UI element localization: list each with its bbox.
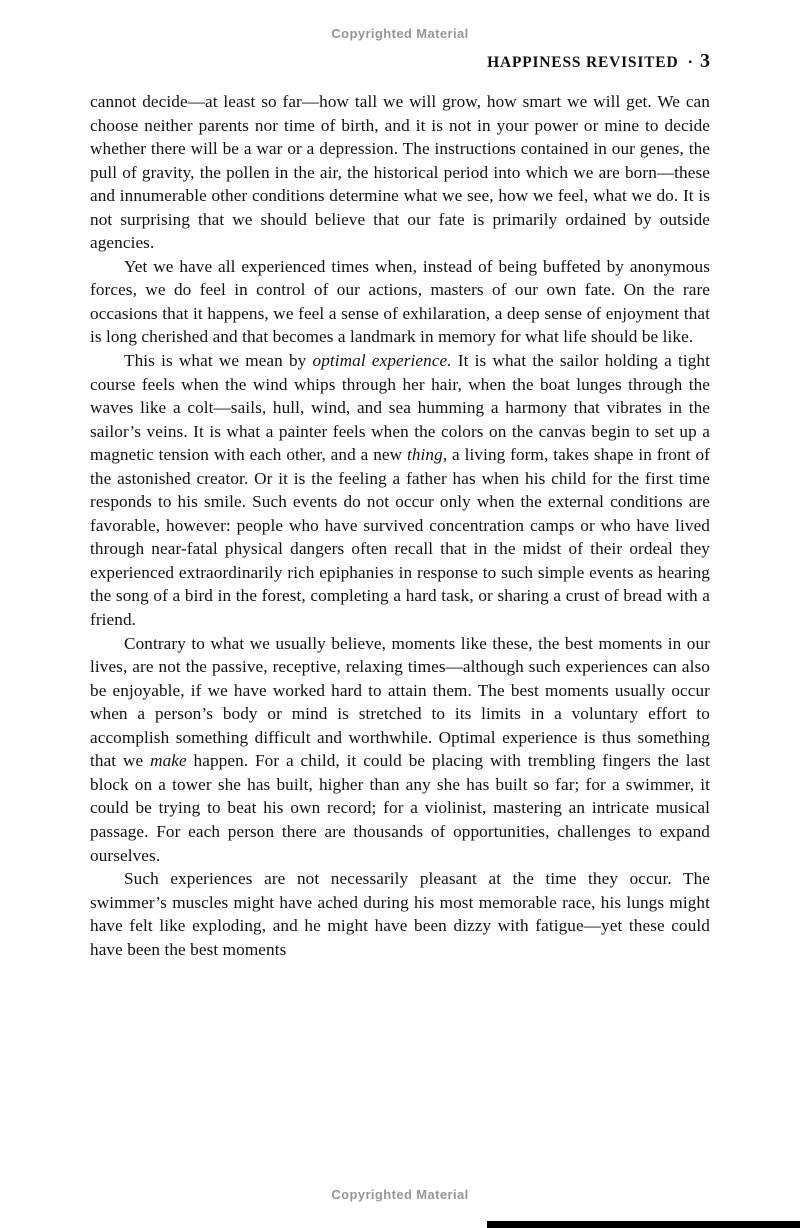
copyright-notice-bottom xyxy=(0,1187,800,1202)
paragraph xyxy=(90,255,710,349)
chapter-title: HAPPINESS REVISITED xyxy=(487,54,679,71)
paragraph xyxy=(90,349,710,632)
italic-text-run: thing, xyxy=(406,445,448,465)
italic-text-run: optimal experience. xyxy=(312,351,452,371)
text-run: Contrary to what we usually believe, moments like these, the best moments in our lives, are not the passive, receptive, relaxing times—although such experiences can also be enjoyable, if we have worked hard to attain them. The best moments usually occur when a person’s body or mind is stretched to its limits in a voluntary effort to accomplish something difficult and worthwhile. Optimal experience is thus something that we xyxy=(90,633,710,771)
text-run: Yet we have all experienced times when, instead of being buffeted by anonymous forces, we do feel in control of our actions, masters of our own fate. On the rare occasions that it happens, we feel a sense of exhilaration, a deep sense of enjoyment that is long cherished and that becomes a landmark in memory for what life should be like. xyxy=(90,256,710,347)
page-number: 3 xyxy=(700,50,710,72)
text-run: It is what the sailor holding a tight course feels when the wind whips through her hair, when the boat lunges through the waves like a colt—sails, hull, wind, and sea humming a harmony that vibrates in the sailor’s veins. It is what a painter feels when the colors on the canvas begin to set up a magnetic tension with each other, and a new xyxy=(90,351,710,465)
text-run: a living form, takes shape in front of the astonished creator. Or it is the feeling a father has when his child for the first time responds to his smile. Such events do not occur only when the external conditions are favorable, however: people who have survived concentration camps or who have lived through near-fatal physical dangers often recall that in the midst of their ordeal they experienced extraordinarily rich epiphanies in response to such simple events as hearing the song of a bird in the forest, completing a hard task, or sharing a crust of bread with a friend. xyxy=(90,445,710,630)
scan-edge-bar xyxy=(487,1221,800,1228)
text-run: happen. For a child, it could be placing with trembling fingers the last block on a tower she has built, higher than any she has built so far; for a swimmer, it could be trying to beat his own record; for a violinist, mastering an intricate musical passage. For each person there are thousands of opportunities, challenges to expand ourselves. xyxy=(90,751,710,865)
copyright-notice-bottom-label: Copyrighted Material xyxy=(331,1187,469,1202)
copyright-notice-top-label: Copyrighted Material xyxy=(331,26,469,41)
italic-text-run: make xyxy=(150,751,187,771)
copyright-notice-top xyxy=(0,0,800,41)
paragraph xyxy=(90,867,710,961)
text-run: cannot decide—at least so far—how tall we will grow, how smart we will get. We can choose neither parents nor time of birth, and it is not in your power or mine to decide whether there will be a war or a depression. The instructions contained in our genes, the pull of gravity, the pollen in the air, the historical period into which we are born—these and innumerable other conditions determine what we see, how we feel, what we do. It is not surprising that we should believe that our fate is primarily ordained by outside agencies. xyxy=(90,92,710,253)
paragraph xyxy=(90,90,710,255)
square-bullet-icon: ▪ xyxy=(688,57,692,68)
text-run: This is what we mean by xyxy=(124,351,313,371)
text-run: Such experiences are not necessarily pleasant at the time they occur. The swimmer’s muscles might have ached during his most memorable race, his lungs might have felt like exploding, and he might have been dizzy with fatigue—yet these could have been the best moments xyxy=(90,869,710,959)
page-body-text xyxy=(90,90,710,961)
running-head xyxy=(90,50,710,73)
paragraph xyxy=(90,632,710,867)
